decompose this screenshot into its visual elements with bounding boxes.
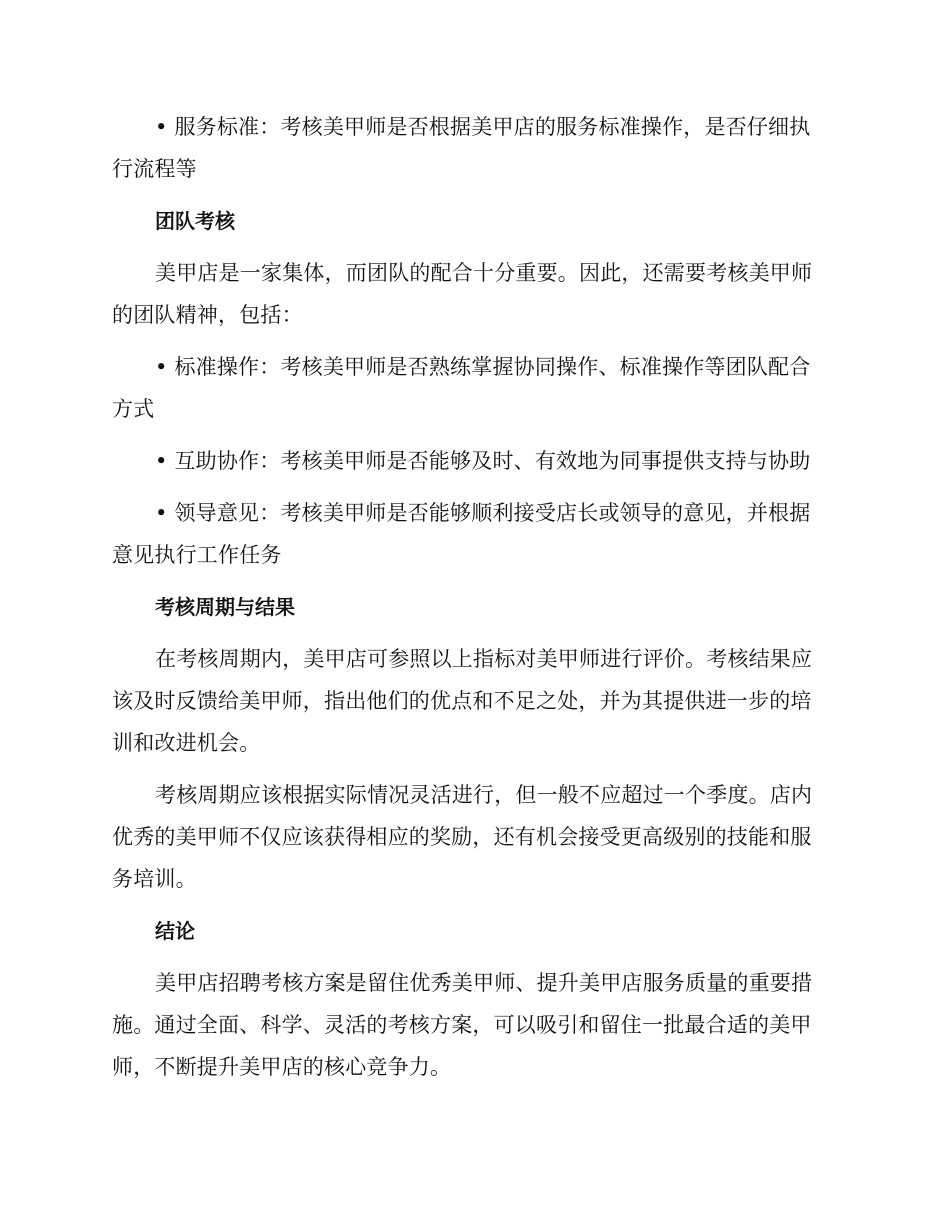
paragraph-conclusion: 美甲店招聘考核方案是留住优秀美甲师、提升美甲店服务质量的重要措施。通过全面、科学、灵活的考核方案，可以吸引和留住一批最合适的美甲师，不断提升美甲店的核心竞争力。 xyxy=(112,971,813,1079)
section-heading-cycle-results: 考核周期与结果 xyxy=(155,595,295,619)
section-heading-conclusion: 结论 xyxy=(155,919,195,943)
section-heading-team-assessment: 团队考核 xyxy=(155,209,235,233)
bullet-mutual-assistance: • 互助协作：考核美甲师是否能够及时、有效地为同事提供支持与协助 xyxy=(155,449,811,473)
paragraph-cycle: 考核周期应该根据实际情况灵活进行，但一般不应超过一个季度。店内优秀的美甲师不仅应该获得相应的奖励，还有机会接受更高级别的技能和服务培训。 xyxy=(112,783,813,891)
bullet-service-standard: • 服务标准：考核美甲师是否根据美甲店的服务标准操作，是否仔细执行流程等 xyxy=(112,115,811,181)
paragraph-evaluation: 在考核周期内，美甲店可参照以上指标对美甲师进行评价。考核结果应该及时反馈给美甲师，指出他们的优点和不足之处，并为其提供进一步的培训和改进机会。 xyxy=(112,647,813,755)
bullet-leadership-opinion: • 领导意见：考核美甲师是否能够顺利接受店长或领导的意见，并根据意见执行工作任务 xyxy=(112,501,811,567)
bullet-standard-operation: • 标准操作：考核美甲师是否熟练掌握协同操作、标准操作等团队配合方式 xyxy=(112,355,811,421)
paragraph-team-intro: 美甲店是一家集体，而团队的配合十分重要。因此，还需要考核美甲师的团队精神，包括： xyxy=(112,261,813,327)
document-page xyxy=(112,106,830,1098)
